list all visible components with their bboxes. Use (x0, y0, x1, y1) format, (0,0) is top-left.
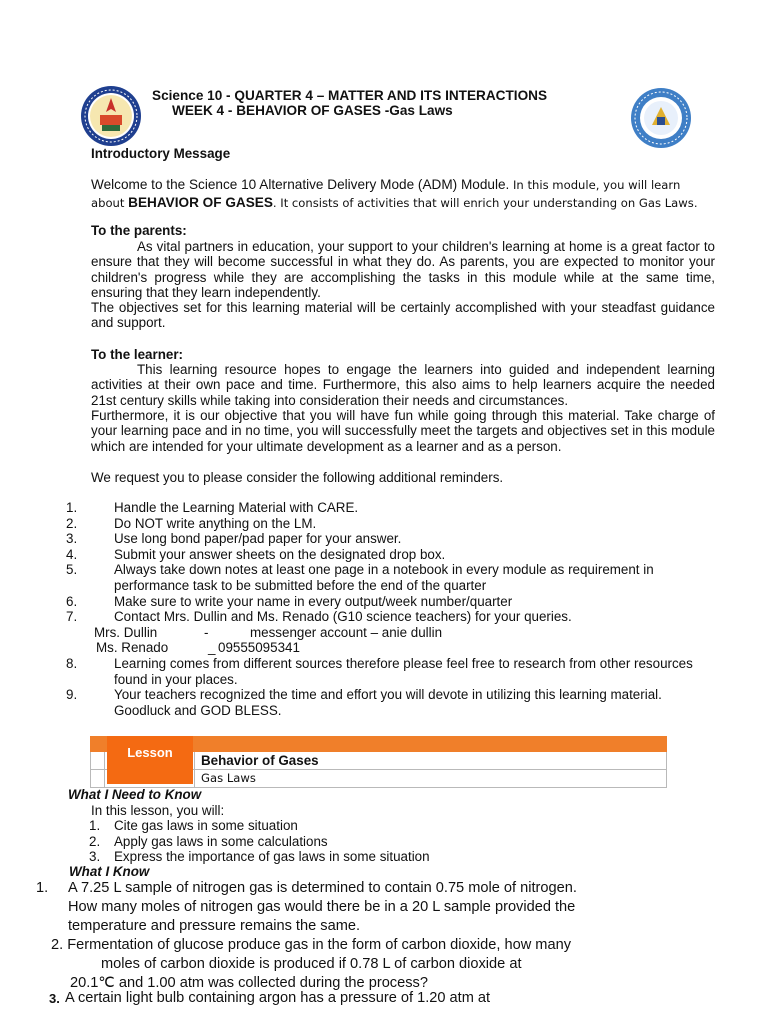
list-item: 2. Apply gas laws in some calculations (89, 833, 328, 849)
introductory-heading: Introductory Message (91, 146, 231, 161)
list-item: 1. Handle the Learning Material with CARE. (66, 500, 359, 515)
list-item: 9. Your teachers recognized the time and effort you will devote in utilizing this learning material. Goodluck and GOD BLESS. (66, 687, 662, 718)
list-item: 5. Always take down notes at least one page in a notebook in every module as requirement in performance task to be submitted before the end of the quarter (66, 562, 654, 593)
question-2: 2. Fermentation of glucose produce gas in the form of carbon dioxide, how many moles of carbon dioxide is produced if 0.78 L of carbon dioxide at 20.1℃ and 1.00 atm was collected during the process? (51, 937, 571, 991)
school-seal-logo (630, 87, 692, 149)
list-item: 3. Use long bond paper/pad paper for your answer. (66, 531, 402, 547)
lesson-badge-label: Lesson (127, 745, 173, 760)
lesson-badge-divider (194, 752, 195, 788)
objectives-list (89, 818, 430, 865)
question-1: 1. A 7.25 L sample of nitrogen gas is determined to contain 0.75 mole of nitrogen. How many moles of nitrogen gas would there be in a 20 L sample provided the temperature and pressure remains the same. (36, 880, 577, 934)
welcome-text-d: . It consists of activities that will enrich your understanding on Gas Laws. (272, 196, 698, 210)
parents-paragraph-2: The objectives set for this learning material will be certainly accomplished with your steadfast guidance and support. (91, 300, 715, 331)
welcome-text-c: about (91, 196, 129, 210)
list-item: 6. Make sure to write your name in every output/week number/quarter (66, 593, 513, 609)
module-title-line1: Science 10 - QUARTER 4 – MATTER AND ITS INTERACTIONS (152, 88, 548, 103)
module-title-line2: WEEK 4 - BEHAVIOR OF GASES -Gas Laws (172, 103, 453, 118)
lesson-subtitle: Gas Laws (201, 771, 256, 785)
division-seal-logo (80, 85, 142, 147)
welcome-text-a: Welcome to the Science 10 Alternative Delivery Mode (ADM) Module. (91, 177, 510, 192)
need-to-know-intro: In this lesson, you will: (91, 803, 225, 818)
reminders-intro: We request you to please consider the following additional reminders. (91, 470, 504, 485)
lesson-left-divider (104, 752, 105, 788)
list-item: 4. Submit your answer sheets on the designated drop box. (66, 546, 446, 562)
contact-row-renado: Ms. Renado _ 09555095341 (96, 640, 300, 656)
learner-heading: To the learner: (91, 347, 184, 362)
parents-heading: To the parents: (91, 223, 187, 238)
lesson-title: Behavior of Gases (201, 753, 319, 768)
list-item: 8. Learning comes from different sources therefore please feel free to research from other resources found in your places. (66, 655, 693, 687)
learner-paragraph-2: Furthermore, it is our objective that you will have fun while going through this material. Take charge of your learning pace and in no time, you will successfully meet the targets and objectives set in this module which are intended for your ultimate development as a learner and as a person. (91, 408, 715, 454)
reminders-list (66, 500, 726, 718)
welcome-text-b: In this module, you will learn (509, 178, 681, 192)
need-to-know-heading: What I Need to Know (68, 787, 202, 802)
lesson-badge (107, 736, 193, 784)
lesson-header-table (90, 736, 667, 788)
contact-row-dullin: Mrs. Dullin - messenger account – anie dullin (94, 624, 443, 640)
list-item: 2. Do NOT write anything on the LM. (66, 515, 317, 531)
parents-paragraph-1: As vital partners in education, your support to your children's learning at home is a great factor to ensure that they will become successful in what they do. As parents, you are expected to monitor your children's progress while they are accomplishing the tasks in this module while at the same time, ensuring that they learn independently. (91, 239, 715, 301)
list-item: 7. Contact Mrs. Dullin and Ms. Renado (G10 science teachers) for your queries. (66, 609, 572, 625)
list-item: 1. Cite gas laws in some situation (89, 818, 298, 833)
question-3: 3. A certain light bulb containing argon has a pressure of 1.20 atm at (49, 990, 491, 1006)
welcome-bold: BEHAVIOR OF GASES (128, 195, 273, 210)
what-i-know-heading: What I Know (69, 864, 150, 879)
welcome-paragraph (91, 176, 716, 212)
list-item: 3. Express the importance of gas laws in some situation (89, 849, 430, 865)
learner-paragraph-1: This learning resource hopes to engage the learners into guided and independent learning activities at their own pace and time. Furthermore, this also aims to help learners acquire the needed 21st century skills while taking into consideration their needs and circumstances. (91, 362, 715, 408)
